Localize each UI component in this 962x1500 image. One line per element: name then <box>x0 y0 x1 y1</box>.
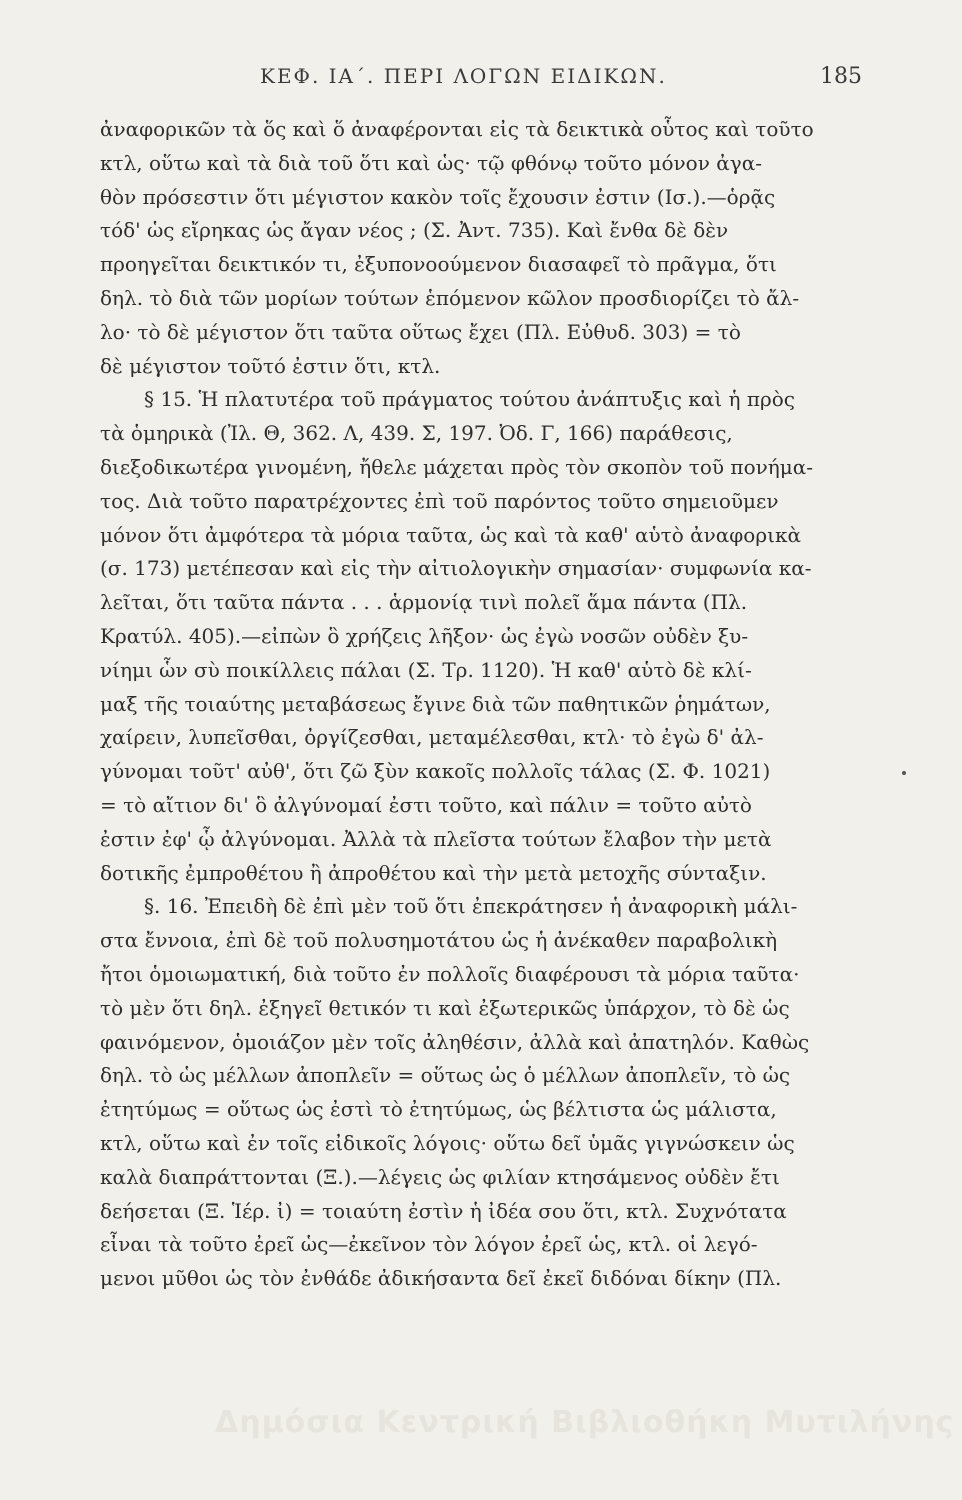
text-line: τος. Διὰ τοῦτο παρατρέχοντες ἐπὶ τοῦ παρόντος τοῦτο σημειοῦμεν <box>100 488 779 513</box>
text-line: εἶναι τὰ τοῦτο ἐρεῖ ὡς—ἐκεῖνον τὸν λόγον ἐρεῖ ὡς, κτλ. οἱ λεγό- <box>100 1232 758 1257</box>
text-line: ἀναφορικῶν τὰ ὅς καὶ ὅ ἀναφέρονται εἰς τὰ δεικτικὰ οὗτος καὶ τοῦτο <box>100 117 814 141</box>
text-line: μόνον ὅτι ἀμφότερα τὰ μόρια ταῦτα, ὡς καὶ τὰ καθ' αὑτὸ ἀναφορικὰ <box>100 522 801 547</box>
text-line: χαίρειν, λυπεῖσθαι, ὀργίζεσθαι, μεταμέλεσθαι, κτλ· τὸ ἐγὼ δ' ἀλ- <box>100 725 764 750</box>
text-line: δοτικῆς ἐμπροθέτου ἢ ἀπροθέτου καὶ τὴν μετὰ μετοχῆς σύνταξιν. <box>100 860 767 885</box>
text-line: τόδ' ὡς εἴρηκας ὡς ἄγαν νέος ; (Σ. Ἀντ. 735). Καὶ ἔνθα δὲ δὲν <box>100 218 729 243</box>
text-line: ἐστιν ἐφ' ᾧ ἀλγύνομαι. Ἀλλὰ τὰ πλεῖστα τούτων ἔλαβον τὴν μετὰ <box>100 826 772 851</box>
text-line: ἤτοι ὁμοιωματική, διὰ τοῦτο ἐν πολλοῖς διαφέρουσι τὰ μόρια ταῦτα· <box>100 961 800 986</box>
text-line: καλὰ διαπράττονται (Ξ.).—λέγεις ὡς φιλίαν κτησάμενος οὐδὲν ἔτι <box>100 1164 780 1189</box>
page-header <box>110 64 862 104</box>
page-number: 185 <box>820 64 862 89</box>
text-line: γύνομαι τοῦτ' αὐθ', ὅτι ζῶ ξὺν κακοῖς πολλοῖς τάλας (Σ. Φ. 1021) <box>100 759 771 784</box>
library-watermark: Δημόσια Κεντρική Βιβλιοθήκη Μυτιλήνης <box>215 1405 955 1440</box>
text-line: μενοι μῦθοι ὡς τὸν ἐνθάδε ἀδικήσαντα δεῖ ἐκεῖ διδόναι δίκην (Πλ. <box>100 1266 782 1291</box>
text-line: διεξοδικωτέρα γινομένη, ἤθελε μάχεται πρὸς τὸν σκοπὸν τοῦ πονήμα- <box>100 454 814 479</box>
text-line: Κρατύλ. 405).—εἰπὼν ὃ χρήζεις λῆξον· ὡς ἐγὼ νοσῶν οὐδὲν ξυ- <box>100 623 749 648</box>
text-line: τὰ ὁμηρικὰ (Ἰλ. Θ, 362. Λ, 439. Σ, 197. Ὀδ. Γ, 166) παράθεσις, <box>100 421 733 446</box>
text-line: προηγεῖται δεικτικόν τι, ἐξυπονοούμενον διασαφεῖ τὸ πρᾶγμα, ὅτι <box>100 252 777 277</box>
text-line: λο· τὸ δὲ μέγιστον ὅτι ταῦτα οὕτως ἔχει (Πλ. Εὐθυδ. 303) = τὸ <box>100 319 741 344</box>
text-line: (σ. 173) μετέπεσαν καὶ εἰς τὴν αἰτιολογικὴν σημασίαν· συμφωνία κα- <box>100 556 812 581</box>
text-line: λεῖται, ὅτι ταῦτα πάντα . . . ἁρμονίᾳ τινὶ πολεῖ ἅμα πάντα (Πλ. <box>100 590 748 615</box>
section-15-heading-line: § 15. Ἡ πλατυτέρα τοῦ πράγματος τούτου ἀνάπτυξις καὶ ἡ πρὸς <box>144 387 795 412</box>
text-line: δεήσεται (Ξ. Ἱέρ. ἰ) = τοιαύτη ἐστὶν ἡ ἰδέα σου ὅτι, κτλ. Συχνότατα <box>100 1198 787 1223</box>
text-line: ἐτητύμως = οὕτως ὡς ἐστὶ τὸ ἐτητύμως, ὡς βέλτιστα ὡς μάλιστα, <box>100 1097 777 1122</box>
text-line: = τὸ αἴτιον δι' ὃ ἀλγύνομαί ἐστι τοῦτο, καὶ πάλιν = τοῦτο αὐτὸ <box>100 792 752 817</box>
running-head: ΚΕΦ. ΙΑ΄. ΠΕΡΙ ΛΟΓΩΝ ΕΙΔΙΚΩΝ. <box>260 64 667 88</box>
text-line: θὸν πρόσεστιν ὅτι μέγιστον κακὸν τοῖς ἔχουσιν ἐστιν (Ισ.).—ὁρᾷς <box>100 184 776 209</box>
text-line: φαινόμενον, ὁμοιάζον μὲν τοῖς ἀληθέσιν, ἀλλὰ καὶ ἀπατηλόν. Καθὼς <box>100 1029 810 1054</box>
text-line: νίημι ὧν σὺ ποικίλλεις πάλαι (Σ. Τρ. 1120). Ἡ καθ' αὑτὸ δὲ κλί- <box>100 657 752 682</box>
text-line: δὲ μέγιστον τοῦτό ἐστιν ὅτι, κτλ. <box>100 353 441 378</box>
text-line: δηλ. τὸ διὰ τῶν μορίων τούτων ἑπόμενον κῶλον προσδιορίζει τὸ ἄλ- <box>100 285 800 310</box>
text-line: μαξ τῆς τοιαύτης μεταβάσεως ἔγινε διὰ τῶν παθητικῶν ῥημάτων, <box>100 691 771 716</box>
text-line: δηλ. τὸ ὡς μέλλων ἀποπλεῖν = οὕτως ὡς ὁ μέλλων ἀποπλεῖν, τὸ ὡς <box>100 1063 791 1088</box>
text-line: τὸ μὲν ὅτι δηλ. ἐξηγεῖ θετικόν τι καὶ ἐξωτερικῶς ὑπάρχον, τὸ δὲ ὡς <box>100 995 790 1020</box>
section-16-heading-line: §. 16. Ἐπειδὴ δὲ ἐπὶ μὲν τοῦ ὅτι ἐπεκράτησεν ἡ ἀναφορικὴ μάλι- <box>144 894 798 919</box>
text-line: κτλ, οὕτω καὶ ἐν τοῖς εἰδικοῖς λόγοις· οὕτω δεῖ ὑμᾶς γιγνώσκειν ὡς <box>100 1130 795 1155</box>
margin-speck <box>902 771 906 775</box>
text-line: στα ἔννοια, ἐπὶ δὲ τοῦ πολυσημοτάτου ὡς ἡ ἀνέκαθεν παραβολικὴ <box>100 928 778 953</box>
text-line: κτλ, οὕτω καὶ τὰ διὰ τοῦ ὅτι καὶ ὡς· τῷ φθόνῳ τοῦτο μόνον ἀγα- <box>100 150 762 175</box>
body-text <box>100 113 880 1296</box>
